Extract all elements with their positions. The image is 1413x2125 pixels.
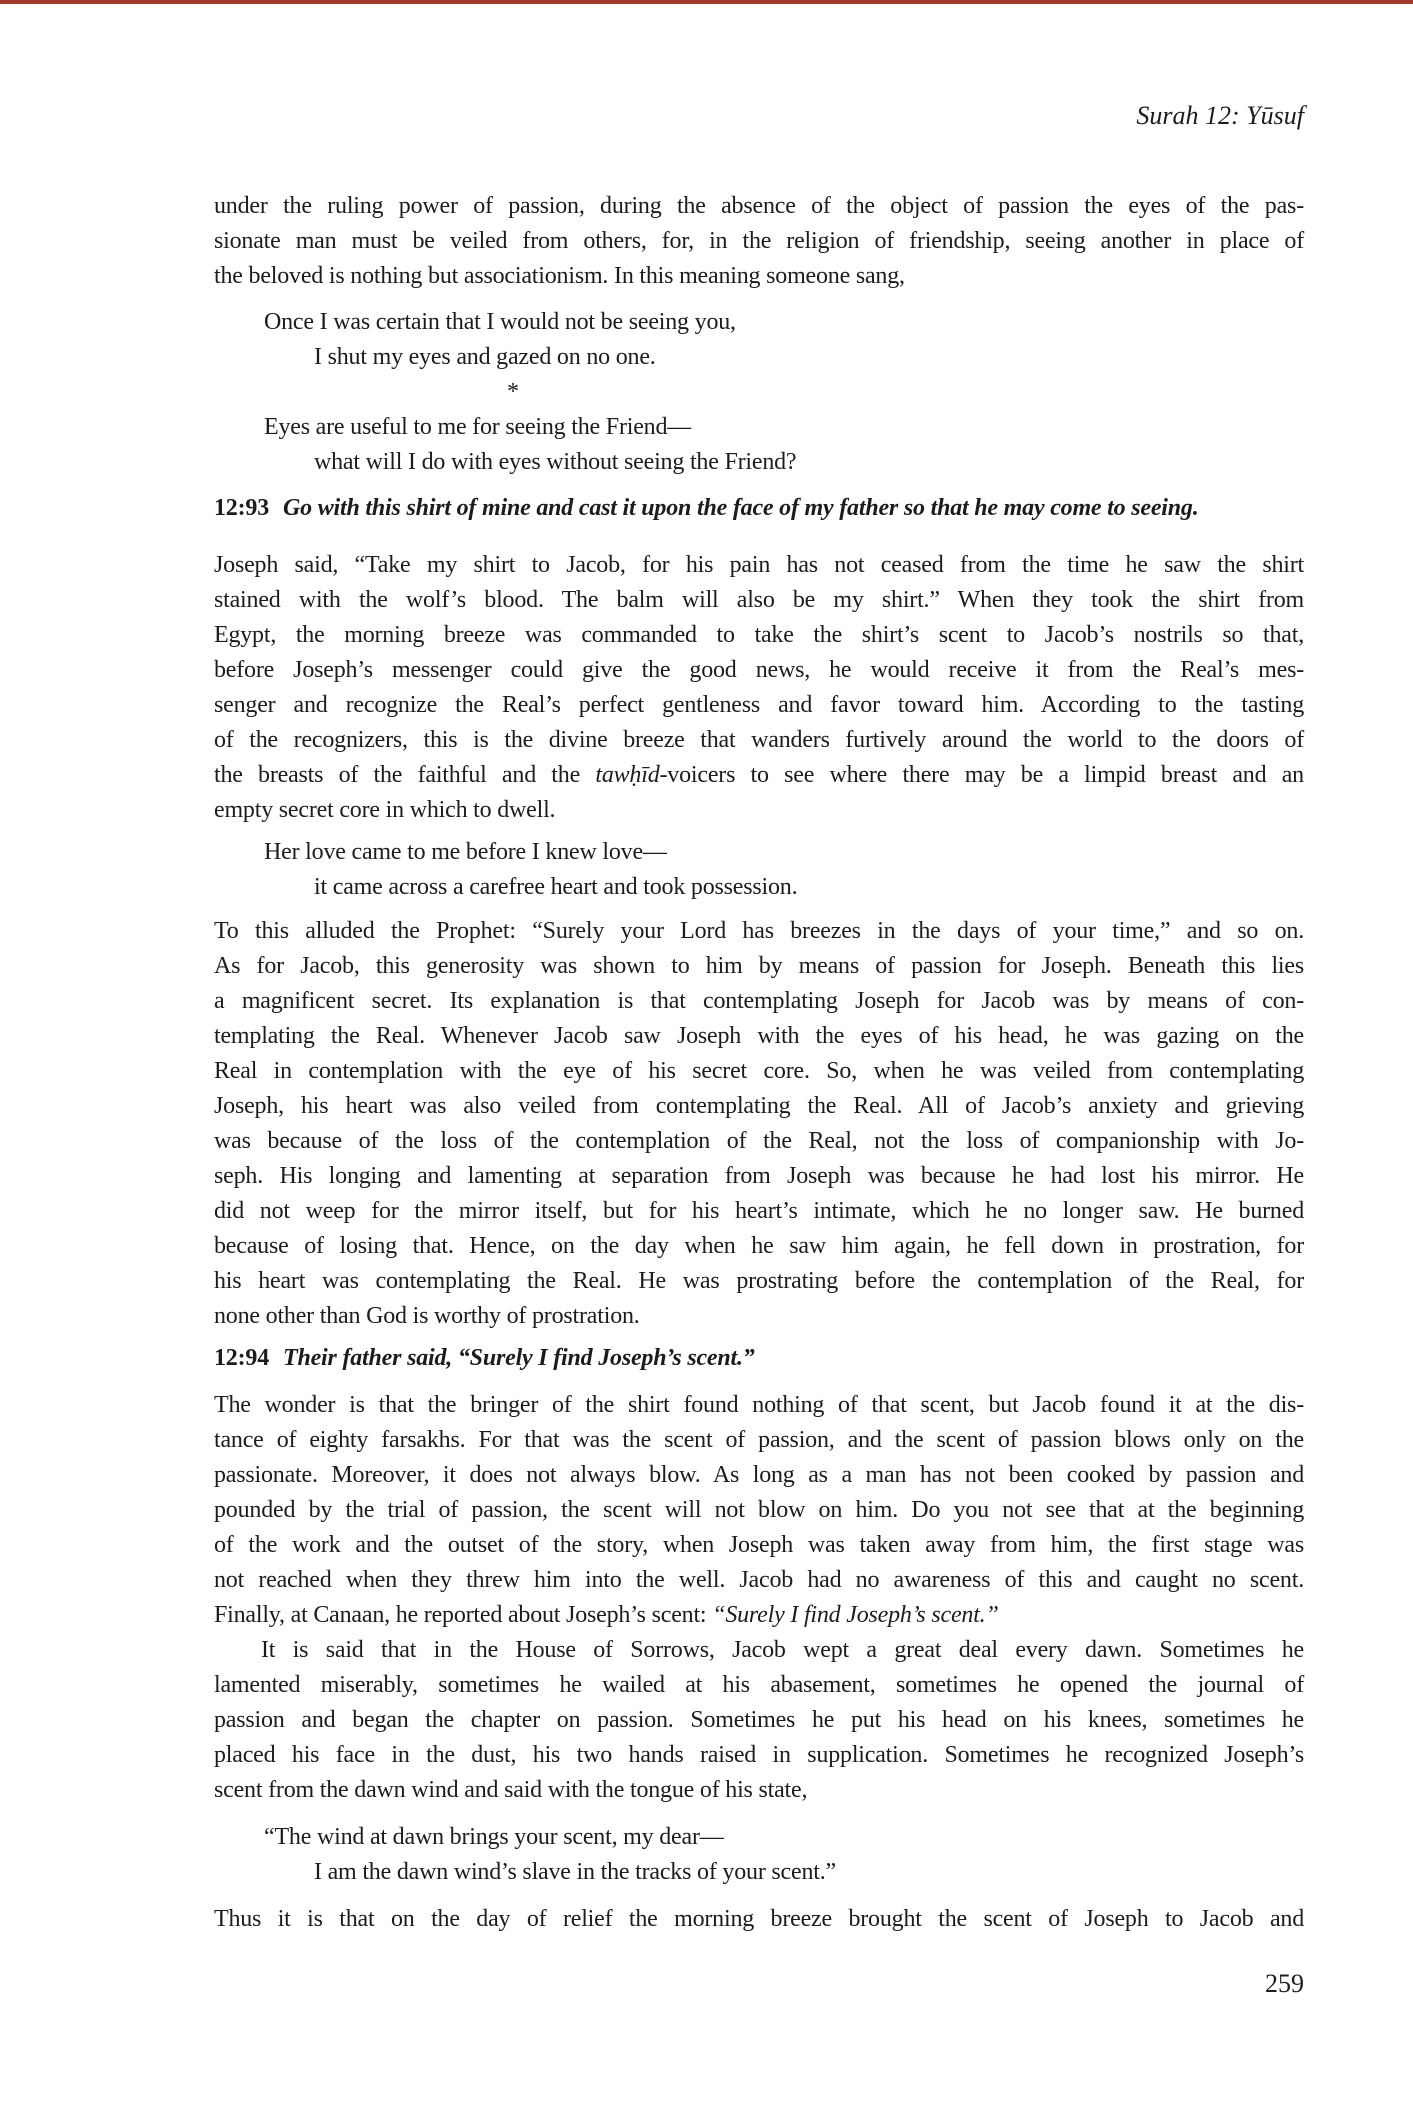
text-line: stained with the wolf’s blood. The balm will also be my shirt.” When they took the shirt from	[214, 587, 1304, 613]
poem-2	[214, 835, 1304, 905]
commentary-12-93	[214, 548, 1304, 828]
text-line: of the work and the outset of the story, when Joseph was taken away from him, the first stage was	[214, 1532, 1304, 1558]
verse-heading-12-93	[214, 490, 1304, 526]
text-line: under the ruling power of passion, during the absence of the object of passion the eyes of the pas-	[214, 193, 1304, 219]
running-header: Surah 12: Yūsuf	[1136, 101, 1304, 130]
page-number: 259	[1265, 1969, 1304, 1998]
text-line: because of losing that. Hence, on the day when he saw him again, he fell down in prostration, for	[214, 1233, 1304, 1259]
text-line: Joseph, his heart was also veiled from contemplating the Real. All of Jacob’s anxiety and grieving	[214, 1093, 1304, 1119]
commentary-12-94	[214, 1388, 1304, 1633]
text-line: before Joseph’s messenger could give the good news, he would receive it from the Real’s mes-	[214, 657, 1304, 683]
verse-number: 12:94	[214, 1345, 269, 1371]
text-line: seph. His longing and lamenting at separation from Joseph was because he had lost his mirror. He	[214, 1163, 1304, 1189]
poem-line: Her love came to me before I knew love—	[264, 839, 667, 865]
text-line: As for Jacob, this generosity was shown to him by means of passion for Joseph. Beneath this lies	[214, 953, 1304, 979]
text-segment: -voicers to see where there may be a limpid breast and an	[659, 762, 1304, 788]
text-line: templating the Real. Whenever Jacob saw Joseph with the eyes of his head, he was gazing on the	[214, 1023, 1304, 1049]
text-line: senger and recognize the Real’s perfect gentleness and favor toward him. According to the tasting	[214, 692, 1304, 718]
text-line: empty secret core in which to dwell.	[214, 797, 556, 823]
poem-line: Once I was certain that I would not be seeing you,	[264, 309, 736, 335]
poem-line: what will I do with eyes without seeing the Friend?	[314, 449, 797, 475]
scan-edge-artifact	[0, 0, 1413, 4]
paragraph-continuation	[214, 189, 1304, 294]
text-line: lamented miserably, sometimes he wailed at his abasement, sometimes he opened the journal of	[214, 1672, 1304, 1698]
poem-separator: *	[507, 379, 519, 405]
verse-heading-12-94	[214, 1340, 1304, 1376]
text-line: pounded by the trial of passion, the scent will not blow on him. Do you not see that at the beginning	[214, 1497, 1304, 1523]
paragraph-closing	[214, 1902, 1304, 1937]
text-line: Joseph said, “Take my shirt to Jacob, for his pain has not ceased from the time he saw the shirt	[214, 552, 1304, 578]
verse-number: 12:93	[214, 495, 269, 521]
paragraph-house-of-sorrows	[214, 1633, 1304, 1808]
text-line	[214, 758, 1304, 793]
text-line: of the recognizers, this is the divine breeze that wanders furtively around the world to the doors of	[214, 727, 1304, 753]
text-line: scent from the dawn wind and said with the tongue of his state,	[214, 1777, 808, 1803]
poem-1	[214, 305, 1304, 480]
text-segment: Finally, at Canaan, he reported about Joseph’s scent:	[214, 1602, 713, 1628]
commentary-contemplation	[214, 914, 1304, 1334]
text-line: tance of eighty farsakhs. For that was the scent of passion, and the scent of passion blows only on the	[214, 1427, 1304, 1453]
text-line: the beloved is nothing but associationism. In this meaning someone sang,	[214, 263, 905, 289]
text-line: It is said that in the House of Sorrows, Jacob wept a great deal every dawn. Sometimes he	[261, 1637, 1304, 1663]
text-line: none other than God is worthy of prostration.	[214, 1303, 640, 1329]
text-line: was because of the loss of the contemplation of the Real, not the loss of companionship with Jo-	[214, 1128, 1304, 1154]
text-line: placed his face in the dust, his two hands raised in supplication. Sometimes he recognized Joseph’s	[214, 1742, 1304, 1768]
text-line: did not weep for the mirror itself, but for his heart’s intimate, which he no longer saw. He burned	[214, 1198, 1304, 1224]
text-segment: the breasts of the faithful and the	[214, 762, 596, 788]
text-line: To this alluded the Prophet: “Surely your Lord has breezes in the days of your time,” and so on.	[214, 918, 1304, 944]
text-line: Real in contemplation with the eye of his secret core. So, when he was veiled from contemplating	[214, 1058, 1304, 1084]
text-line: a magnificent secret. Its explanation is that contemplating Joseph for Jacob was by means of con-	[214, 988, 1304, 1014]
poem-line: I shut my eyes and gazed on no one.	[314, 344, 656, 370]
text-segment-italic: “Surely I find Joseph’s scent.”	[712, 1602, 999, 1628]
text-segment-italic: tawḥīd	[595, 762, 660, 788]
text-line: sionate man must be veiled from others, for, in the religion of friendship, seeing another in place of	[214, 228, 1304, 254]
text-line: his heart was contemplating the Real. He was prostrating before the contemplation of the Real, for	[214, 1268, 1304, 1294]
text-line	[214, 1598, 1304, 1633]
text-line: Egypt, the morning breeze was commanded to take the shirt’s scent to Jacob’s nostrils so that,	[214, 622, 1304, 648]
verse-text: Go with this shirt of mine and cast it upon the face of my father so that he may come to seeing.	[283, 495, 1199, 521]
poem-line: “The wind at dawn brings your scent, my dear—	[264, 1824, 724, 1850]
verse-text: Their father said, “Surely I find Joseph’s scent.”	[283, 1345, 755, 1371]
text-line: passionate. Moreover, it does not always blow. As long as a man has not been cooked by passion and	[214, 1462, 1304, 1488]
poem-line: it came across a carefree heart and took possession.	[314, 874, 798, 900]
text-line: Thus it is that on the day of relief the morning breeze brought the scent of Joseph to Jacob and	[214, 1906, 1304, 1932]
poem-line: I am the dawn wind’s slave in the tracks of your scent.”	[314, 1859, 836, 1885]
text-line: The wonder is that the bringer of the shirt found nothing of that scent, but Jacob found it at the dis-	[214, 1392, 1304, 1418]
poem-3	[214, 1820, 1304, 1890]
text-line: passion and began the chapter on passion. Sometimes he put his head on his knees, sometimes he	[214, 1707, 1304, 1733]
poem-line: Eyes are useful to me for seeing the Friend—	[264, 414, 692, 440]
text-line: not reached when they threw him into the well. Jacob had no awareness of this and caught no scent.	[214, 1567, 1304, 1593]
page-body	[214, 189, 1304, 1937]
